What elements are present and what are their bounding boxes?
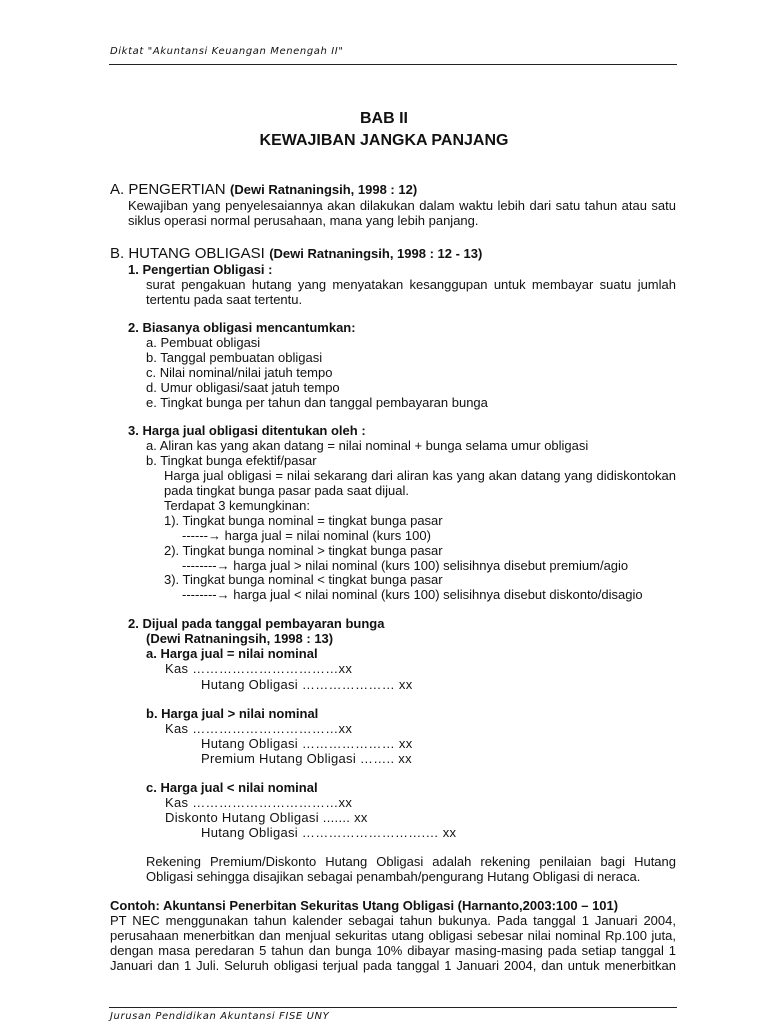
section-a-heading: A. PENGERTIAN: [110, 181, 226, 198]
journal-entry-debit: Kas ……………………………xx: [165, 795, 353, 810]
example-line-1: PT NEC menggunakan tahun kalender sebagai tahun bukunya. Pada tanggal 1 Januari 2004,: [110, 913, 676, 928]
subsection-3-item-a: a. Aliran kas yang akan datang = nilai nominal + bunga selama umur obligasi: [146, 438, 589, 453]
journal-entry-debit: Kas ……………………………xx: [165, 661, 353, 676]
section-a-source: (Dewi Ratnaningsih, 1998 : 12): [230, 182, 418, 197]
section-a-line-2: siklus operasi normal perusahaan, mana yang lebih panjang.: [128, 213, 479, 228]
possibility-2: 2). Tingkat bunga nominal > tingkat bunga pasar: [164, 543, 443, 558]
subsection-1-line-2: tertentu pada saat tertentu.: [146, 292, 303, 307]
case-c-title: c. Harga jual < nilai nominal: [146, 780, 318, 795]
example-title: Contoh: Akuntansi Penerbitan Sekuritas Utang Obligasi (Harnanto,2003:100 – 101): [110, 898, 619, 913]
chapter-number: BAB II: [360, 110, 408, 127]
subsection-1-title: 1. Pengertian Obligasi :: [128, 262, 273, 277]
possibility-3: 3). Tingkat bunga nominal < tingkat bunga pasar: [164, 572, 443, 587]
list-item: c. Nilai nominal/nilai jatuh tempo: [146, 365, 333, 380]
subsection-3-item-b: b. Tingkat bunga efektif/pasar: [146, 453, 317, 468]
subsection-3-b-line-2: pada tingkat bunga pasar pada saat dijual.: [164, 483, 410, 498]
subsection-2-title: 2. Biasanya obligasi mencantumkan:: [128, 320, 356, 335]
section-b-heading: B. HUTANG OBLIGASI: [110, 245, 265, 262]
subsection-4-source: (Dewi Ratnaningsih, 1998 : 13): [146, 631, 334, 646]
list-item: b. Tanggal pembuatan obligasi: [146, 350, 323, 365]
possibility-1-result: ------→ harga jual = nilai nominal (kurs 100): [182, 528, 431, 543]
subsection-1-line-1: surat pengakuan hutang yang menyatakan kesanggupan untuk membayar suatu jumlah: [146, 277, 676, 292]
list-item: e. Tingkat bunga per tahun dan tanggal pembayaran bunga: [146, 395, 488, 410]
footer-rule: [109, 1007, 677, 1008]
note-line-2: Obligasi sehingga disajikan sebagai penambah/pengurang Hutang Obligasi di neraca.: [146, 869, 641, 884]
journal-entry-debit: Kas ……………………………xx: [165, 721, 353, 736]
list-item: d. Umur obligasi/saat jatuh tempo: [146, 380, 340, 395]
case-b-title: b. Harga jual > nilai nominal: [146, 706, 319, 721]
note-line-1: Rekening Premium/Diskonto Hutang Obligasi adalah rekening penilaian bagi Hutang: [146, 854, 676, 869]
example-line-3: dengan masa peredaran 5 tahun dan bunga 10% dibayar masing-masing pada setiap tanggal 1: [110, 943, 676, 958]
example-line-4: Januari dan 1 Juli. Seluruh obligasi terjual pada tanggal 1 Januari 2004, dan untuk menerbitkan: [110, 958, 676, 973]
section-a-line-1: Kewajiban yang penyelesaiannya akan dilakukan dalam waktu lebih dari satu tahun atau satu: [128, 198, 676, 213]
running-header: Diktat "Akuntansi Keuangan Menengah II": [110, 46, 344, 57]
journal-entry-credit: Hutang Obligasi ………………… xx: [201, 677, 413, 692]
section-b-heading-line: [110, 245, 482, 263]
running-footer: Jurusan Pendidikan Akuntansi FISE UNY: [110, 1011, 330, 1022]
journal-entry-credit: Hutang Obligasi ………………… xx: [201, 736, 413, 751]
subsection-3-b-line-1: Harga jual obligasi = nilai sekarang dari aliran kas yang akan datang yang didiskontokan: [164, 468, 676, 483]
possibility-2-result: --------→ harga jual > nilai nominal (kurs 100) selisihnya disebut premium/agio: [182, 558, 629, 573]
possibility-1: 1). Tingkat bunga nominal = tingkat bunga pasar: [164, 513, 443, 528]
journal-entry-credit: Hutang Obligasi ……………………….… xx: [201, 825, 457, 840]
section-b-source: (Dewi Ratnaningsih, 1998 : 12 - 13): [269, 246, 483, 261]
subsection-4-title: 2. Dijual pada tanggal pembayaran bunga: [128, 616, 385, 631]
section-a-heading-line: [110, 181, 417, 199]
chapter-title: KEWAJIBAN JANGKA PANJANG: [259, 132, 509, 149]
case-a-title: a. Harga jual = nilai nominal: [146, 646, 318, 661]
list-item: a. Pembuat obligasi: [146, 335, 261, 350]
header-rule: [109, 64, 677, 65]
possibility-3-result: --------→ harga jual < nilai nominal (kurs 100) selisihnya disebut diskonto/disagio: [182, 587, 643, 602]
journal-entry-debit: Diskonto Hutang Obligasi ....... xx: [165, 810, 368, 825]
subsection-3-title: 3. Harga jual obligasi ditentukan oleh :: [128, 423, 366, 438]
example-line-2: perusahaan menerbitkan dan menjual sekuritas utang obligasi sebesar nilai nominal Rp.100 juta,: [110, 928, 676, 943]
possibilities-intro: Terdapat 3 kemungkinan:: [164, 498, 310, 513]
journal-entry-credit: Premium Hutang Obligasi …….. xx: [201, 751, 412, 766]
